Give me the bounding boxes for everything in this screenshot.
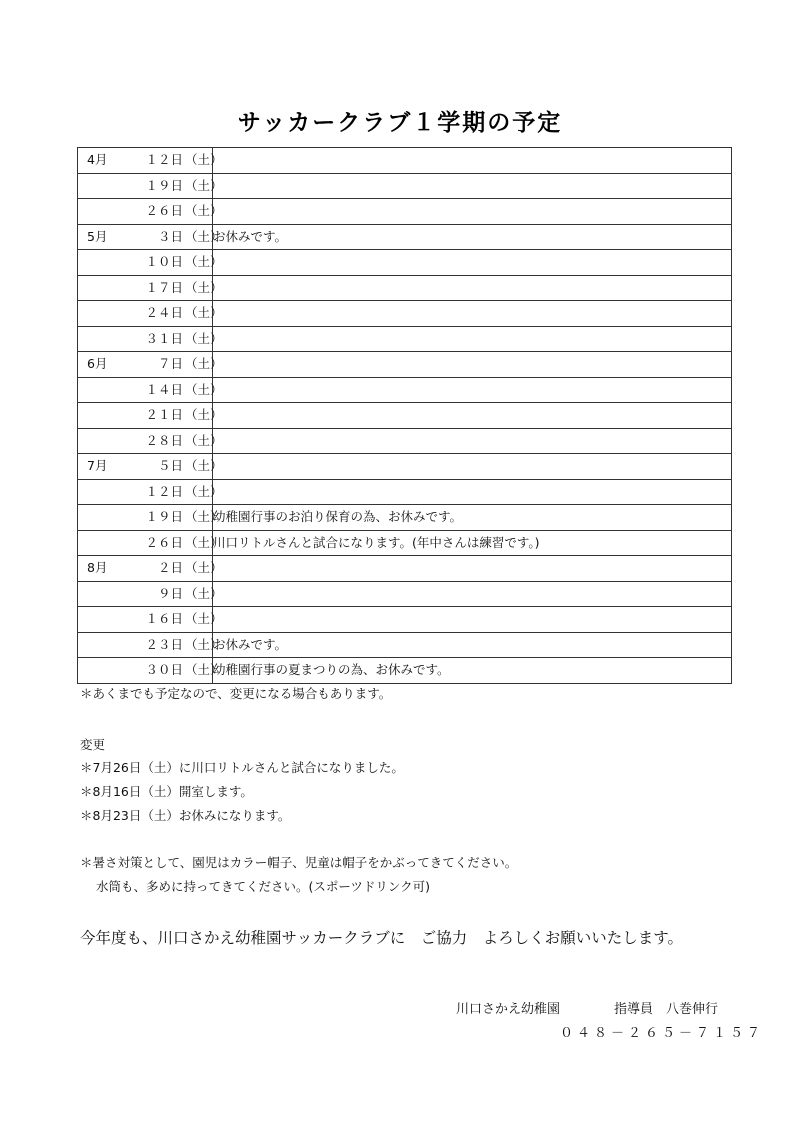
schedule-row bbox=[78, 352, 732, 378]
day-label: ２６日 bbox=[145, 534, 183, 550]
day-label: ３日 bbox=[157, 228, 183, 244]
note-cell bbox=[213, 581, 732, 607]
month-label: 5月 bbox=[87, 228, 108, 244]
day-label: ２６日 bbox=[145, 203, 183, 219]
day-label: ９日 bbox=[157, 585, 183, 601]
schedule-row bbox=[78, 275, 732, 301]
schedule-body bbox=[78, 148, 732, 684]
date-cell bbox=[78, 403, 223, 429]
change-item: ＊8月16日（土）開室します。 bbox=[80, 784, 253, 799]
date-cell bbox=[78, 658, 223, 684]
schedule-row bbox=[78, 199, 732, 225]
signature-instructor: 指導員 八巻伸行 bbox=[614, 1002, 719, 1017]
date-cell bbox=[78, 173, 223, 199]
day-label: １９日 bbox=[145, 509, 183, 525]
weekday-label: （土） bbox=[185, 279, 223, 295]
schedule-row bbox=[78, 658, 732, 684]
weekday-label: （土） bbox=[185, 509, 223, 525]
day-label: ５日 bbox=[157, 458, 183, 474]
date-cell bbox=[78, 607, 223, 633]
schedule-row bbox=[78, 403, 732, 429]
weekday-label: （土） bbox=[185, 305, 223, 321]
day-label: ３１日 bbox=[145, 330, 183, 346]
changes-heading: 変更 bbox=[80, 737, 106, 752]
schedule-row bbox=[78, 148, 732, 174]
schedule-row bbox=[78, 505, 732, 531]
note-cell bbox=[213, 148, 732, 174]
schedule-row bbox=[78, 250, 732, 276]
schedule-row bbox=[78, 632, 732, 658]
weekday-label: （土） bbox=[185, 152, 223, 168]
schedule-row bbox=[78, 607, 732, 633]
note-cell bbox=[213, 173, 732, 199]
date-cell bbox=[78, 199, 223, 225]
day-label: １２日 bbox=[145, 152, 183, 168]
date-cell bbox=[78, 275, 223, 301]
note-cell bbox=[213, 250, 732, 276]
schedule-row bbox=[78, 428, 732, 454]
note-cell: 川口リトルさんと試合になります。(年中さんは練習です。) bbox=[213, 530, 732, 556]
note-cell bbox=[213, 403, 732, 429]
schedule-row bbox=[78, 479, 732, 505]
disclaimer-text: ＊あくまでも予定なので、変更になる場合もあります。 bbox=[80, 686, 392, 701]
note-cell: お休みです。 bbox=[213, 632, 732, 658]
schedule-table bbox=[77, 147, 732, 684]
weekday-label: （土） bbox=[185, 203, 223, 219]
page-title: サッカークラブ１学期の予定 bbox=[237, 110, 563, 136]
note-cell bbox=[213, 352, 732, 378]
note-cell: お休みです。 bbox=[213, 224, 732, 250]
month-label: 4月 bbox=[87, 152, 108, 168]
weekday-label: （土） bbox=[185, 432, 223, 448]
schedule-row bbox=[78, 556, 732, 582]
day-label: ２日 bbox=[157, 560, 183, 576]
day-label: １４日 bbox=[145, 381, 183, 397]
date-cell bbox=[78, 428, 223, 454]
day-label: ７日 bbox=[157, 356, 183, 372]
weekday-label: （土） bbox=[185, 228, 223, 244]
change-item: ＊7月26日（土）に川口リトルさんと試合になりました。 bbox=[80, 760, 404, 775]
note-cell bbox=[213, 428, 732, 454]
schedule-row bbox=[78, 326, 732, 352]
day-label: １９日 bbox=[145, 177, 183, 193]
note-cell bbox=[213, 275, 732, 301]
signature-phone: ０４８－２６５－７１５７ bbox=[560, 1026, 765, 1041]
note-cell: 幼稚園行事の夏まつりの為、お休みです。 bbox=[213, 658, 732, 684]
weekday-label: （土） bbox=[185, 381, 223, 397]
date-cell bbox=[78, 632, 223, 658]
day-label: ３０日 bbox=[145, 662, 183, 678]
weekday-label: （土） bbox=[185, 407, 223, 423]
month-label: 8月 bbox=[87, 560, 108, 576]
weekday-label: （土） bbox=[185, 585, 223, 601]
note-cell bbox=[213, 607, 732, 633]
weekday-label: （土） bbox=[185, 662, 223, 678]
weekday-label: （土） bbox=[185, 483, 223, 499]
schedule-row bbox=[78, 173, 732, 199]
day-label: ２４日 bbox=[145, 305, 183, 321]
day-label: １６日 bbox=[145, 611, 183, 627]
schedule-row bbox=[78, 224, 732, 250]
day-label: ２１日 bbox=[145, 407, 183, 423]
schedule-row bbox=[78, 530, 732, 556]
month-label: 6月 bbox=[87, 356, 108, 372]
weekday-label: （土） bbox=[185, 177, 223, 193]
note-cell bbox=[213, 199, 732, 225]
heat-note-continued: 水筒も、多めに持ってきてください。(スポーツドリンク可) bbox=[96, 879, 431, 894]
date-cell bbox=[78, 556, 223, 582]
date-cell bbox=[78, 530, 223, 556]
weekday-label: （土） bbox=[185, 611, 223, 627]
heat-note: ＊暑さ対策として、園児はカラー帽子、児童は帽子をかぶってきてください。 bbox=[80, 855, 518, 870]
schedule-row bbox=[78, 581, 732, 607]
note-cell bbox=[213, 479, 732, 505]
schedule-row bbox=[78, 377, 732, 403]
weekday-label: （土） bbox=[185, 560, 223, 576]
date-cell bbox=[78, 352, 223, 378]
weekday-label: （土） bbox=[185, 254, 223, 270]
schedule-row bbox=[78, 301, 732, 327]
day-label: ２８日 bbox=[145, 432, 183, 448]
day-label: １０日 bbox=[145, 254, 183, 270]
date-cell bbox=[78, 224, 223, 250]
day-label: １２日 bbox=[145, 483, 183, 499]
date-cell bbox=[78, 250, 223, 276]
date-cell bbox=[78, 301, 223, 327]
note-cell bbox=[213, 301, 732, 327]
note-cell: 幼稚園行事のお泊り保育の為、お休みです。 bbox=[213, 505, 732, 531]
date-cell bbox=[78, 377, 223, 403]
schedule-row bbox=[78, 454, 732, 480]
date-cell bbox=[78, 505, 223, 531]
note-cell bbox=[213, 326, 732, 352]
signature-school: 川口さかえ幼稚園 bbox=[456, 1002, 561, 1017]
date-cell bbox=[78, 454, 223, 480]
day-label: ２３日 bbox=[145, 636, 183, 652]
weekday-label: （土） bbox=[185, 356, 223, 372]
weekday-label: （土） bbox=[185, 534, 223, 550]
closing-message: 今年度も、川口さかえ幼稚園サッカークラブに ご協力 よろしくお願いいたします。 bbox=[80, 929, 683, 947]
date-cell bbox=[78, 581, 223, 607]
month-label: 7月 bbox=[87, 458, 108, 474]
change-item: ＊8月23日（土）お休みになります。 bbox=[80, 808, 291, 823]
date-cell bbox=[78, 479, 223, 505]
weekday-label: （土） bbox=[185, 458, 223, 474]
note-cell bbox=[213, 454, 732, 480]
day-label: １７日 bbox=[145, 279, 183, 295]
weekday-label: （土） bbox=[185, 636, 223, 652]
note-cell bbox=[213, 377, 732, 403]
weekday-label: （土） bbox=[185, 330, 223, 346]
note-cell bbox=[213, 556, 732, 582]
date-cell bbox=[78, 326, 223, 352]
date-cell bbox=[78, 148, 223, 174]
